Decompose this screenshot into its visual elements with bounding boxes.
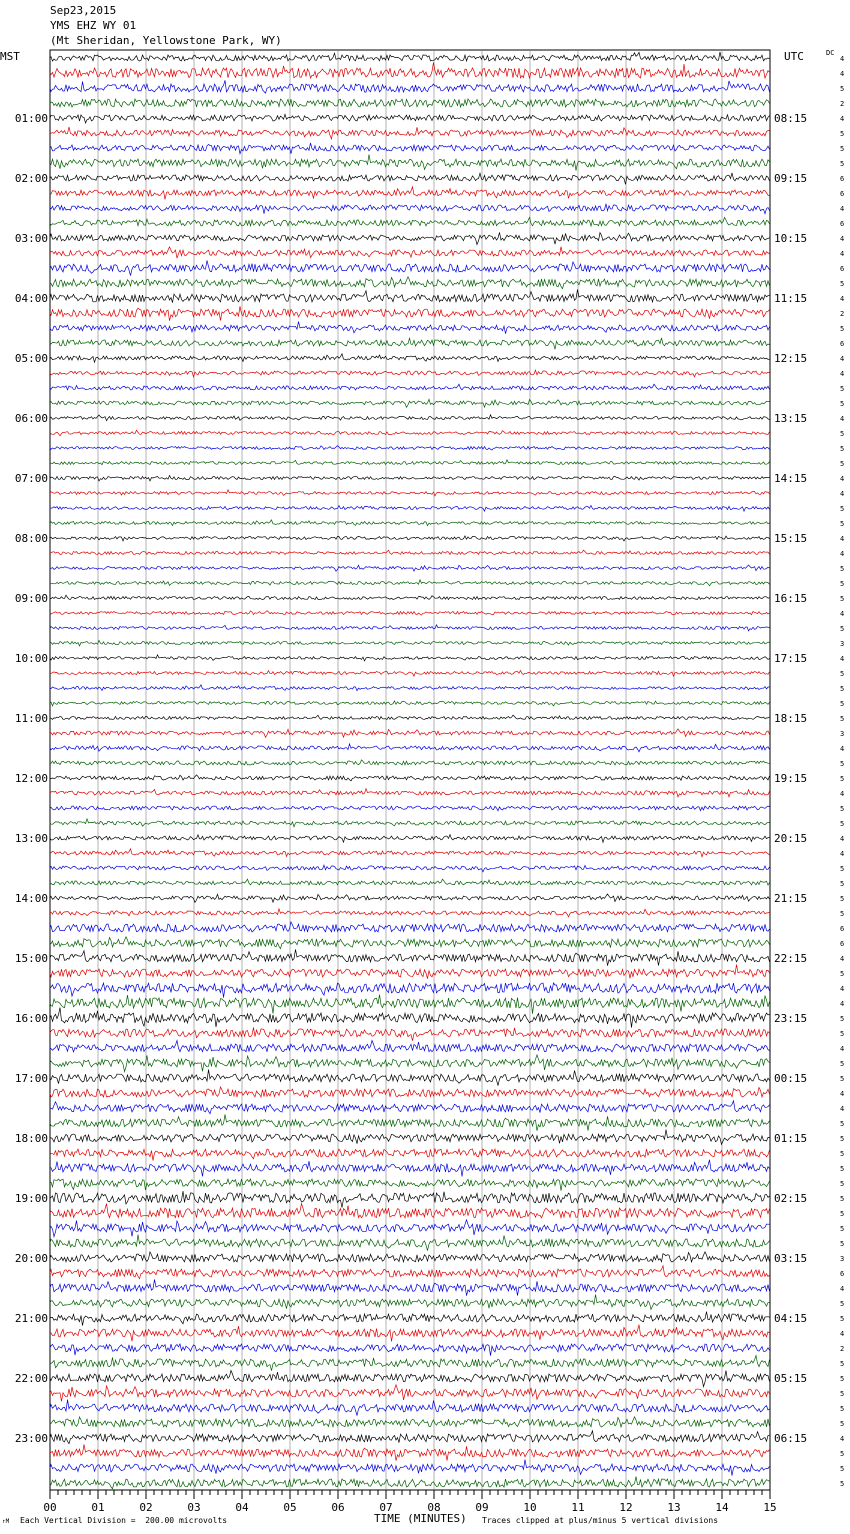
x-tick-label: 10 [523, 1501, 537, 1514]
dc-offset-label: 4 [840, 250, 845, 258]
x-tick-label: 00 [43, 1501, 57, 1514]
left-hour-label: 04:00 [14, 292, 48, 305]
trace-row [50, 983, 770, 998]
trace-row [50, 965, 770, 979]
trace-row [50, 671, 770, 677]
dc-offset-label: 5 [840, 1360, 845, 1368]
x-tick-label: 15 [763, 1501, 777, 1514]
trace-row [50, 1070, 770, 1086]
left-hour-label: 14:00 [14, 892, 48, 905]
trace-row [50, 247, 770, 259]
dc-offset-label: 4 [840, 1045, 845, 1053]
clip-note: Traces clipped at plus/minus 5 vertical divisions [482, 1516, 719, 1525]
trace-row [50, 595, 770, 599]
dc-offset-label: 4 [840, 535, 845, 543]
trace-row [50, 1235, 770, 1251]
trace-row [50, 1055, 770, 1072]
trace-row [50, 506, 770, 512]
left-hour-label: 23:00 [14, 1432, 48, 1445]
dc-offset-label: 5 [840, 1465, 845, 1473]
dc-offset-label: 5 [840, 805, 845, 813]
trace-row [50, 701, 770, 706]
x-tick-label: 13 [667, 1501, 681, 1514]
trace-row [50, 1371, 770, 1387]
dc-offset-label: 4 [840, 835, 845, 843]
right-hour-label: 16:15 [774, 592, 808, 605]
dc-offset-label: 5 [840, 1225, 845, 1233]
trace-row [50, 1356, 770, 1371]
trace-row [50, 446, 770, 450]
dc-label: DC [826, 49, 835, 57]
dc-offset-label: 4 [840, 955, 845, 963]
trace-row [50, 520, 770, 526]
trace-row [50, 155, 770, 171]
right-hour-label: 01:15 [774, 1132, 808, 1145]
trace-row [50, 338, 770, 349]
dc-offset-label: 6 [840, 1270, 845, 1278]
dc-offset-label: 5 [840, 1405, 845, 1413]
trace-row [50, 909, 770, 917]
trace-row [50, 261, 770, 276]
trace-row [50, 1220, 770, 1237]
trace-row [50, 415, 770, 421]
trace-row [50, 1460, 770, 1476]
x-tick-label: 11 [571, 1501, 585, 1514]
left-hour-label: 11:00 [14, 712, 48, 725]
trace-row [50, 775, 770, 781]
right-axis-title: UTC [784, 50, 804, 63]
trace-row [50, 729, 770, 737]
dc-offset-label: 5 [840, 685, 845, 693]
trace-row [50, 744, 770, 752]
dc-offset-label: 5 [840, 1030, 845, 1038]
left-hour-label: 01:00 [14, 112, 48, 125]
dc-offset-label: 5 [840, 385, 845, 393]
dc-offset-label: 5 [840, 970, 845, 978]
dc-offset-label: 5 [840, 145, 845, 153]
right-hour-label: 02:15 [774, 1192, 808, 1205]
dc-offset-label: 5 [840, 520, 845, 528]
dc-offset-label: 4 [840, 985, 845, 993]
chart-date: Sep23,2015 [50, 4, 117, 17]
trace-row [50, 460, 770, 465]
trace-row [50, 1087, 770, 1097]
trace-row [50, 685, 770, 691]
dc-offset-label: 4 [840, 745, 845, 753]
dc-offset-label: 5 [840, 1315, 845, 1323]
dc-offset-label: 6 [840, 925, 845, 933]
right-hour-label: 23:15 [774, 1012, 808, 1025]
dc-offset-label: 5 [840, 1195, 845, 1203]
trace-row [50, 1444, 770, 1460]
left-hour-label: 07:00 [14, 472, 48, 485]
dc-offset-label: 6 [840, 220, 845, 228]
left-hour-label: 17:00 [14, 1072, 48, 1085]
dc-offset-label: 6 [840, 190, 845, 198]
dc-offset-label: 5 [840, 910, 845, 918]
dc-offset-label: 5 [840, 1420, 845, 1428]
trace-row [50, 789, 770, 797]
trace-row [50, 306, 770, 320]
dc-offset-label: 5 [840, 280, 845, 288]
seismic-traces [50, 52, 770, 1489]
trace-row [50, 127, 770, 139]
left-hour-label: 05:00 [14, 352, 48, 365]
trace-row [50, 1191, 770, 1208]
dc-offset-label: 4 [840, 610, 845, 618]
left-hour-label: 13:00 [14, 832, 48, 845]
trace-row [50, 580, 770, 586]
right-hour-label: 05:15 [774, 1372, 808, 1385]
left-hour-label: 09:00 [14, 592, 48, 605]
trace-row [50, 1477, 770, 1489]
left-hour-label: 15:00 [14, 952, 48, 965]
dc-offset-label: 4 [840, 490, 845, 498]
trace-row [50, 1344, 770, 1356]
dc-offset-label: 6 [840, 265, 845, 273]
trace-row [50, 187, 770, 200]
dc-offset-label: 5 [840, 460, 845, 468]
dc-offset-label: 4 [840, 790, 845, 798]
dc-offset-label: 5 [840, 1015, 845, 1023]
right-hour-label: 20:15 [774, 832, 808, 845]
dc-offset-label: 4 [840, 550, 845, 558]
trace-row [50, 1114, 770, 1130]
dc-offset-label: 4 [840, 1090, 845, 1098]
trace-row [50, 1417, 770, 1427]
left-hour-label: 10:00 [14, 652, 48, 665]
x-tick-label: 01 [91, 1501, 105, 1514]
trace-row [50, 1101, 770, 1114]
trace-row [50, 289, 770, 302]
dc-offset-label: 4 [840, 70, 845, 78]
trace-row [50, 819, 770, 827]
trace-row [50, 1266, 770, 1279]
dc-offset-label: 5 [840, 1120, 845, 1128]
trace-row [50, 1130, 770, 1145]
right-hour-label: 10:15 [774, 232, 808, 245]
trace-row [50, 1008, 770, 1028]
dc-offset-label: 5 [840, 880, 845, 888]
dc-offset-label: 5 [840, 565, 845, 573]
trace-row [50, 879, 770, 885]
dc-offset-label: 5 [840, 1210, 845, 1218]
right-hour-label: 15:15 [774, 532, 808, 545]
trace-row [50, 204, 770, 214]
dc-offset-label: 5 [840, 1450, 845, 1458]
right-hour-label: 09:15 [774, 172, 808, 185]
left-hour-label: 06:00 [14, 412, 48, 425]
dc-offset-label: 4 [840, 235, 845, 243]
dc-offset-label: 5 [840, 1180, 845, 1188]
dc-offset-label: 5 [840, 160, 845, 168]
right-hour-label: 21:15 [774, 892, 808, 905]
dc-offset-label: 5 [840, 1375, 845, 1383]
right-hour-label: 12:15 [774, 352, 808, 365]
trace-row [50, 1041, 770, 1053]
x-tick-label: 14 [715, 1501, 729, 1514]
dc-offset-label: 5 [840, 580, 845, 588]
left-hour-label: 22:00 [14, 1372, 48, 1385]
trace-row [50, 370, 770, 377]
trace-row [50, 655, 770, 661]
right-hour-label: 08:15 [774, 112, 808, 125]
trace-row [50, 1027, 770, 1040]
dc-offset-label: 4 [840, 475, 845, 483]
dc-offset-label: 4 [840, 115, 845, 123]
trace-row [50, 99, 770, 107]
right-hour-label: 03:15 [774, 1252, 808, 1265]
trace-row [50, 52, 770, 61]
dc-offset-label: 4 [840, 1435, 845, 1443]
x-tick-label: 07 [379, 1501, 393, 1514]
dc-offset-label: 6 [840, 175, 845, 183]
trace-row [50, 641, 770, 646]
dc-offset-label: 3 [840, 640, 845, 648]
trace-row [50, 565, 770, 571]
trace-row [50, 173, 770, 184]
trace-row [50, 995, 770, 1014]
dc-offset-label: 5 [840, 400, 845, 408]
dc-offset-label: 6 [840, 940, 845, 948]
dc-offset-label: 5 [840, 715, 845, 723]
trace-row [50, 1149, 770, 1161]
left-axis-title: MST [0, 50, 20, 63]
x-tick-label: 02 [139, 1501, 153, 1514]
right-hour-label: 18:15 [774, 712, 808, 725]
dc-offset-label: 2 [840, 1345, 845, 1353]
trace-row [50, 865, 770, 872]
trace-row [50, 550, 770, 554]
x-axis-title: TIME (MINUTES) [374, 1512, 467, 1525]
x-tick-label: 08 [427, 1501, 441, 1514]
dc-offset-label: 4 [840, 370, 845, 378]
left-hour-label: 12:00 [14, 772, 48, 785]
trace-row [50, 1160, 770, 1177]
trace-row [50, 62, 770, 78]
dc-offset-label: 5 [840, 1075, 845, 1083]
trace-row [50, 80, 770, 93]
left-hour-label: 21:00 [14, 1312, 48, 1325]
dc-offset-label: 5 [840, 1480, 845, 1488]
dc-offset-label: 5 [840, 325, 845, 333]
trace-row [50, 536, 770, 541]
dc-offset-label: 4 [840, 1000, 845, 1008]
trace-row [50, 354, 770, 363]
dc-offset-label: 4 [840, 1285, 845, 1293]
dc-offset-label: 4 [840, 655, 845, 663]
right-hour-label: 19:15 [774, 772, 808, 785]
trace-row [50, 1385, 770, 1401]
dc-offset-label: 5 [840, 85, 845, 93]
trace-row [50, 937, 770, 949]
dc-offset-label: 4 [840, 55, 845, 63]
dc-offset-label: 5 [840, 1390, 845, 1398]
left-hour-label: 16:00 [14, 1012, 48, 1025]
trace-row [50, 384, 770, 390]
dc-offset-label: 4 [840, 295, 845, 303]
dc-offset-label: 4 [840, 1105, 845, 1113]
dc-offset-label: 5 [840, 895, 845, 903]
x-tick-label: 05 [283, 1501, 297, 1514]
trace-row [50, 949, 770, 965]
dc-offset-label: 5 [840, 130, 845, 138]
dc-offset-label: 3 [840, 1255, 845, 1263]
dc-offset-label: 5 [840, 1150, 845, 1158]
chart-station: YMS EHZ WY 01 [50, 19, 137, 32]
left-hour-label: 19:00 [14, 1192, 48, 1205]
x-tick-label: 06 [331, 1501, 345, 1514]
chart-location: (Mt Sheridan, Yellowstone Park, WY) [50, 34, 282, 47]
dc-offset-label: 5 [840, 865, 845, 873]
dc-offset-label: 5 [840, 595, 845, 603]
trace-row [50, 1204, 770, 1219]
dc-offset-label: 2 [840, 310, 845, 318]
right-hour-label: 11:15 [774, 292, 808, 305]
trace-row [50, 760, 770, 765]
dc-offset-label: 5 [840, 700, 845, 708]
trace-row [50, 1431, 770, 1444]
dc-offset-label: 4 [840, 205, 845, 213]
x-axis-ticks [43, 1490, 776, 1514]
left-hour-label: 03:00 [14, 232, 48, 245]
trace-row [50, 322, 770, 334]
left-hour-label: 02:00 [14, 172, 48, 185]
dc-offset-label: 4 [840, 415, 845, 423]
dc-offset-label: 5 [840, 430, 845, 438]
trace-row [50, 849, 770, 857]
dc-offset-label: 5 [840, 445, 845, 453]
trace-row [50, 490, 770, 496]
dc-offset-label: 4 [840, 850, 845, 858]
trace-row [50, 1325, 770, 1342]
right-hour-label: 14:15 [774, 472, 808, 485]
trace-row [50, 1179, 770, 1191]
trace-row [50, 835, 770, 843]
scale-note: Each Vertical Division = 200.00 microvolts [20, 1516, 228, 1525]
trace-row [50, 894, 770, 902]
trace-row [50, 277, 770, 289]
right-hour-label: 06:15 [774, 1432, 808, 1445]
trace-row [50, 1252, 770, 1262]
x-tick-label: 04 [235, 1501, 249, 1514]
trace-row [50, 232, 770, 244]
dc-offset-label: 5 [840, 1300, 845, 1308]
dc-offset-label: 5 [840, 670, 845, 678]
x-tick-label: 09 [475, 1501, 489, 1514]
right-hour-label: 17:15 [774, 652, 808, 665]
trace-row [50, 114, 770, 123]
right-hour-label: 04:15 [774, 1312, 808, 1325]
trace-row [50, 217, 770, 226]
trace-row [50, 806, 770, 811]
trace-row [50, 1312, 770, 1326]
dc-offset-label: 5 [840, 625, 845, 633]
x-tick-label: 03 [187, 1501, 201, 1514]
corner-mark: ↑M [2, 1518, 10, 1525]
trace-row [50, 1279, 770, 1295]
dc-offset-label: 5 [840, 1240, 845, 1248]
x-tick-label: 12 [619, 1501, 633, 1514]
right-hour-label: 00:15 [774, 1072, 808, 1085]
left-hour-label: 20:00 [14, 1252, 48, 1265]
dc-offset-label: 5 [840, 820, 845, 828]
dc-offset-label: 5 [840, 1060, 845, 1068]
left-hour-label: 18:00 [14, 1132, 48, 1145]
trace-row [50, 476, 770, 481]
dc-offset-label: 4 [840, 1330, 845, 1338]
dc-offset-label: 4 [840, 355, 845, 363]
trace-row [50, 399, 770, 407]
trace-row [50, 1295, 770, 1310]
dc-offset-label: 5 [840, 505, 845, 513]
trace-row [50, 143, 770, 154]
trace-row [50, 715, 770, 719]
dc-offset-label: 3 [840, 730, 845, 738]
right-hour-label: 22:15 [774, 952, 808, 965]
dc-offset-label: 5 [840, 760, 845, 768]
left-hour-label: 08:00 [14, 532, 48, 545]
trace-row [50, 922, 770, 932]
dc-offset-label: 5 [840, 1135, 845, 1143]
dc-offset-label: 5 [840, 775, 845, 783]
dc-offset-label: 6 [840, 340, 845, 348]
dc-offset-label: 2 [840, 100, 845, 108]
right-hour-label: 13:15 [774, 412, 808, 425]
trace-row [50, 611, 770, 615]
dc-offset-label: 5 [840, 1165, 845, 1173]
trace-row [50, 1400, 770, 1416]
trace-row [50, 430, 770, 436]
trace-row [50, 625, 770, 631]
